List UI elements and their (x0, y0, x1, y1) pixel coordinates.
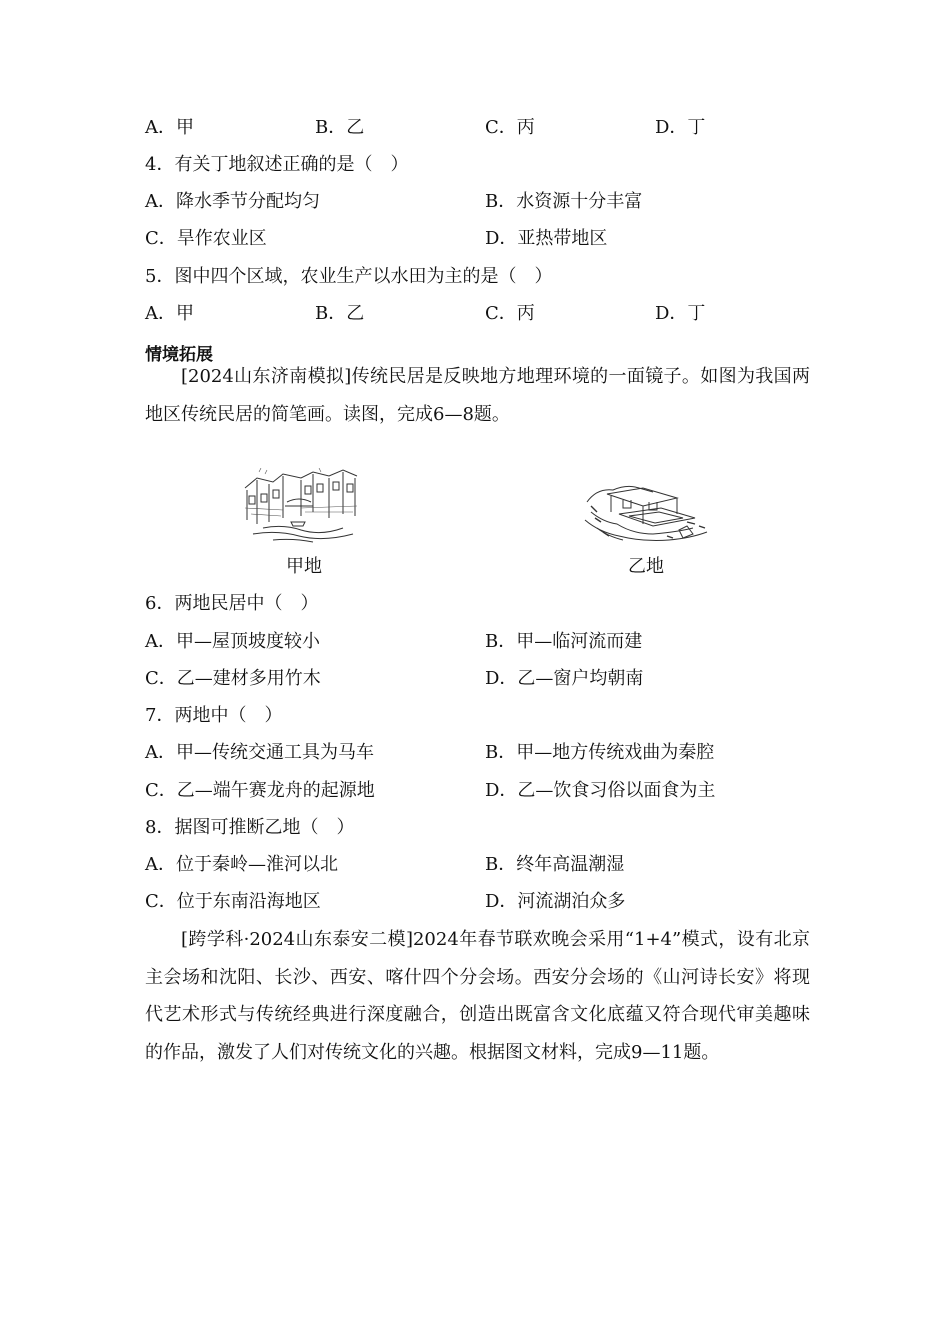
q8-option-b[interactable]: B．终年高温潮湿 (485, 854, 625, 875)
q4-option-d[interactable]: D．亚热带地区 (485, 228, 608, 249)
q4-stem: 4．有关丁地叙述正确的是（ ） (145, 154, 409, 175)
q5-option-c[interactable]: C．丙 (485, 303, 535, 324)
q8-option-d[interactable]: D．河流湖泊众多 (485, 891, 626, 912)
q3-option-a[interactable]: A．甲 (145, 117, 194, 138)
q8-option-c[interactable]: C．位于东南沿海地区 (145, 891, 321, 912)
q3-option-d[interactable]: D．丁 (655, 117, 706, 138)
q7-option-a[interactable]: A．甲—传统交通工具为马车 (145, 742, 374, 763)
q7-option-b[interactable]: B．甲—地方传统戏曲为秦腔 (485, 742, 715, 763)
passage-intro: [2024山东济南模拟]传统民居是反映地方地理环境的一面镜子。如图为我国两地区传统民居的简笔画。读图，完成6—8题。 (145, 366, 810, 425)
passage-spring-festival: [跨学科·2024山东泰安二模]2024年春节联欢晚会采用“1+4”模式，设有北京主会场和沈阳、长沙、西安、喀什四个分会场。西安分会场的《山河诗长安》将现代艺术形式与传统经典进行深度融合，创造出既富含文化底蕴又符合现代审美趣味的作品，激发了人们对传统文化的兴趣。根据图文材料，完成9—11题。 (145, 929, 810, 1063)
q4-option-b[interactable]: B．水资源十分丰富 (485, 191, 643, 212)
caption-jiadi: 甲地 (286, 556, 322, 577)
q6-option-c[interactable]: C．乙—建材多用竹木 (145, 668, 321, 689)
q3-option-b[interactable]: B．乙 (315, 117, 365, 138)
section-heading: 情境拓展 (145, 345, 213, 365)
q5-option-a[interactable]: A．甲 (145, 303, 194, 324)
q8-stem: 8．据图可推断乙地（ ） (145, 817, 355, 838)
q4-option-c[interactable]: C．旱作农业区 (145, 228, 267, 249)
q7-option-c[interactable]: C．乙—端午赛龙舟的起源地 (145, 780, 375, 801)
q5-option-b[interactable]: B．乙 (315, 303, 365, 324)
q6-option-b[interactable]: B．甲—临河流而建 (485, 631, 643, 652)
q5-option-d[interactable]: D．丁 (655, 303, 706, 324)
q6-option-d[interactable]: D．乙—窗户均朝南 (485, 668, 644, 689)
q5-stem: 5．图中四个区域，农业生产以水田为主的是（ ） (145, 266, 553, 287)
q6-option-a[interactable]: A．甲—屋顶坡度较小 (145, 631, 320, 652)
q3-option-c[interactable]: C．丙 (485, 117, 535, 138)
q6-stem: 6．两地民居中（ ） (145, 593, 319, 614)
yidi-house-sketch (583, 478, 711, 546)
q7-option-d[interactable]: D．乙—饮食习俗以面食为主 (485, 780, 716, 801)
caption-yidi: 乙地 (628, 556, 664, 577)
q8-option-a[interactable]: A．位于秦岭—淮河以北 (145, 854, 338, 875)
q4-option-a[interactable]: A．降水季节分配均匀 (145, 191, 320, 212)
q7-stem: 7．两地中（ ） (145, 705, 283, 726)
jiadi-house-sketch (243, 468, 359, 546)
